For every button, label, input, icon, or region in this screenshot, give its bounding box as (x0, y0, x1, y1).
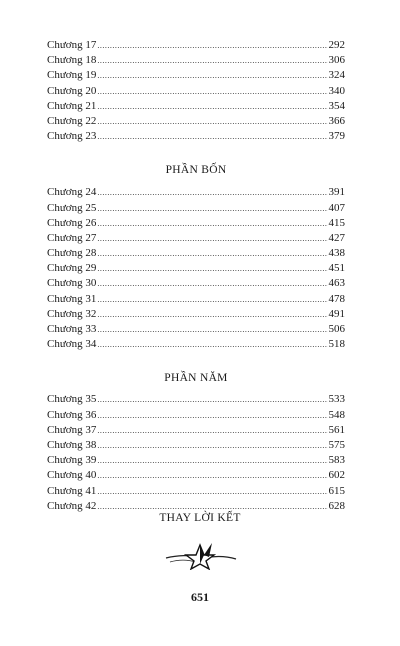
star-swash-ornament-icon (160, 540, 240, 570)
chapter-page: 533 (328, 393, 345, 406)
chapter-label: Chương 19 (47, 69, 97, 82)
chapter-page: 306 (328, 54, 345, 67)
dot-leader (97, 261, 327, 276)
toc-section-continued (47, 38, 345, 144)
dot-leader (97, 468, 327, 483)
chapter-label: Chương 36 (47, 408, 97, 421)
dot-leader (97, 201, 327, 216)
chapter-page: 427 (328, 231, 345, 244)
toc-entry[interactable] (47, 53, 345, 68)
chapter-label: Chương 24 (47, 186, 97, 199)
dot-leader (97, 438, 327, 453)
chapter-page: 324 (328, 69, 345, 82)
chapter-page: 292 (328, 39, 345, 51)
chapter-page: 561 (328, 423, 345, 436)
chapter-label: Chương 33 (47, 323, 97, 335)
toc-entry[interactable] (47, 231, 345, 246)
dot-leader (97, 68, 327, 83)
toc-entry[interactable] (47, 468, 345, 483)
chapter-label: Chương 25 (47, 201, 97, 214)
toc-entry[interactable] (47, 129, 345, 144)
chapter-label: Chương 21 (47, 99, 97, 112)
chapter-page: 340 (328, 84, 345, 97)
toc-entry[interactable] (47, 322, 345, 337)
part-heading: PHẦN BỐN (165, 164, 227, 177)
toc-entry[interactable] (47, 38, 345, 53)
toc-entry[interactable] (47, 185, 345, 200)
dot-leader (97, 307, 327, 322)
chapter-page: 518 (328, 338, 345, 351)
chapter-label: Chương 17 (47, 39, 97, 51)
toc-entry[interactable] (47, 246, 345, 261)
part-heading: PHẦN NĂM (164, 372, 228, 385)
toc-entry[interactable] (47, 392, 345, 407)
toc-entry[interactable] (47, 292, 345, 307)
dot-leader (97, 114, 327, 129)
toc-entry[interactable] (47, 337, 345, 352)
chapter-page: 491 (328, 307, 345, 320)
dot-leader (97, 185, 327, 200)
toc-entry[interactable] (47, 99, 345, 114)
dot-leader (97, 84, 327, 99)
chapter-label: Chương 41 (47, 484, 97, 497)
toc-entry[interactable] (47, 68, 345, 83)
toc-entry[interactable] (47, 423, 345, 438)
chapter-page: 438 (328, 247, 345, 260)
chapter-page: 583 (328, 454, 345, 467)
chapter-label: Chương 40 (47, 469, 97, 482)
chapter-label: Chương 42 (47, 499, 97, 512)
chapter-page: 548 (328, 408, 345, 421)
chapter-label: Chương 23 (47, 130, 97, 143)
dot-leader (97, 129, 327, 144)
toc-entry[interactable] (47, 114, 345, 129)
toc-entry[interactable] (47, 276, 345, 291)
chapter-page: 628 (328, 499, 345, 512)
dot-leader (97, 216, 327, 231)
toc-entry[interactable] (47, 84, 345, 99)
table-of-contents (47, 38, 345, 514)
chapter-page: 602 (328, 469, 345, 482)
chapter-label: Chương 29 (47, 262, 97, 275)
dot-leader (97, 38, 327, 53)
chapter-label: Chương 20 (47, 84, 97, 97)
dot-leader (97, 453, 327, 468)
ending-heading: THAY LỜI KẾT (159, 512, 241, 524)
toc-entry[interactable] (47, 438, 345, 453)
page-number: 651 (191, 590, 209, 604)
dot-leader (97, 246, 327, 261)
dot-leader (97, 337, 327, 352)
chapter-page: 575 (328, 438, 345, 451)
chapter-label: Chương 28 (47, 247, 97, 260)
dot-leader (97, 53, 327, 68)
toc-section-part-four (47, 161, 345, 352)
chapter-label: Chương 22 (47, 114, 97, 127)
chapter-label: Chương 27 (47, 231, 97, 244)
chapter-label: Chương 39 (47, 454, 97, 467)
dot-leader (97, 423, 327, 438)
chapter-page: 379 (328, 130, 345, 143)
dot-leader (97, 231, 327, 246)
dot-leader (97, 99, 327, 114)
toc-entry[interactable] (47, 453, 345, 468)
chapter-page: 615 (328, 484, 345, 497)
chapter-label: Chương 30 (47, 277, 97, 290)
dot-leader (97, 276, 327, 291)
chapter-page: 354 (328, 99, 345, 112)
chapter-label: Chương 38 (47, 438, 97, 451)
chapter-page: 506 (328, 323, 345, 335)
chapter-page: 415 (328, 216, 345, 229)
chapter-page: 478 (328, 292, 345, 305)
toc-entry[interactable] (47, 201, 345, 216)
chapter-page: 391 (328, 186, 345, 199)
dot-leader (97, 392, 327, 407)
chapter-label: Chương 35 (47, 393, 97, 406)
dot-leader (97, 484, 327, 499)
chapter-label: Chương 32 (47, 307, 97, 320)
chapter-page: 407 (328, 201, 345, 214)
chapter-page: 366 (328, 114, 345, 127)
chapter-page: 451 (328, 262, 345, 275)
dot-leader (97, 408, 327, 423)
chapter-label: Chương 37 (47, 423, 97, 436)
chapter-label: Chương 18 (47, 54, 97, 67)
chapter-label: Chương 31 (47, 292, 97, 305)
toc-entry[interactable] (47, 261, 345, 276)
dot-leader (97, 322, 327, 337)
toc-entry[interactable] (47, 216, 345, 231)
chapter-label: Chương 34 (47, 338, 97, 351)
dot-leader (97, 292, 327, 307)
chapter-page: 463 (328, 277, 345, 290)
toc-entry[interactable] (47, 307, 345, 322)
toc-entry[interactable] (47, 484, 345, 499)
chapter-label: Chương 26 (47, 216, 97, 229)
toc-entry[interactable] (47, 408, 345, 423)
toc-section-part-five (47, 369, 345, 514)
